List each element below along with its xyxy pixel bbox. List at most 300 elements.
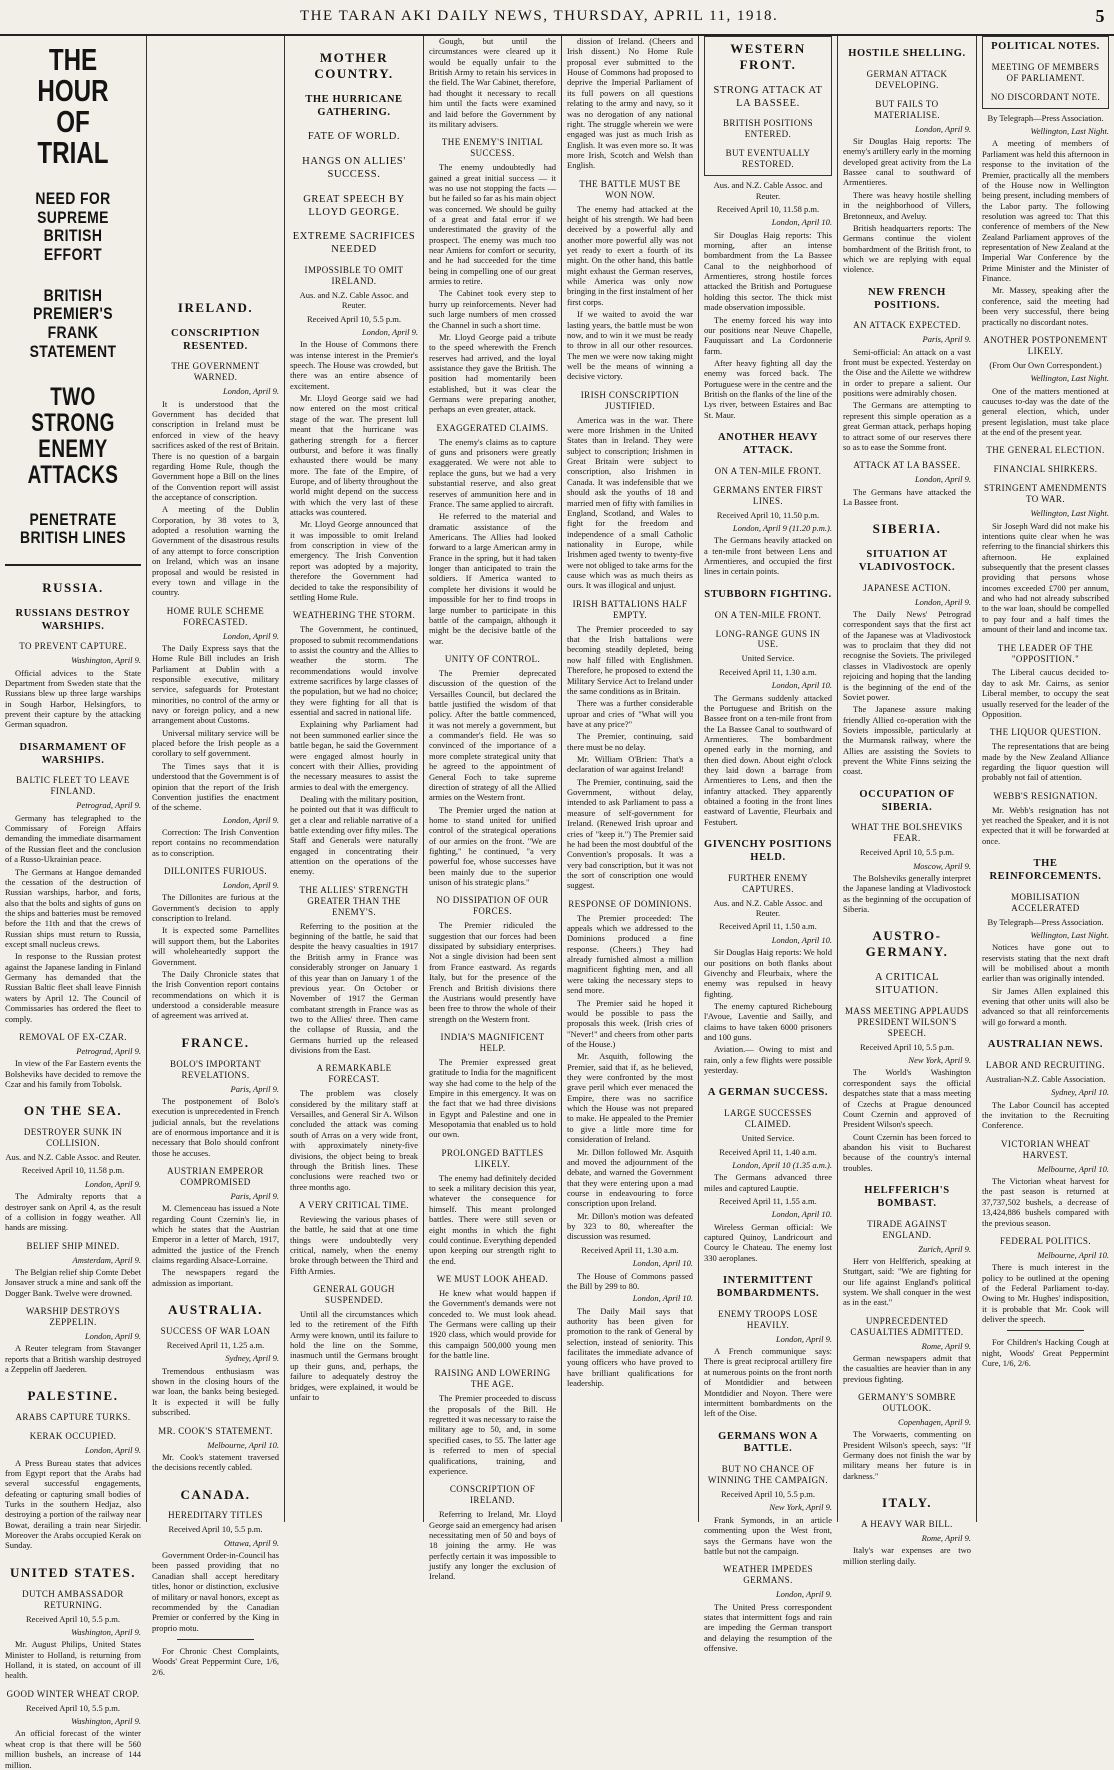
subhead: FURTHER ENEMY CAPTURES. (728, 872, 808, 894)
subhead: WEATHER IMPEDES GERMANS. (723, 1564, 813, 1586)
subhead: IRISH CONSCRIPTION JUSTIFIED. (580, 389, 680, 411)
article-text: The Dillonites are furious at the Government's decision to apply conscription to Ireland. (152, 892, 279, 924)
subhead: WEATHERING THE STORM. (292, 610, 416, 621)
headline-hour-of-trial: THE HOUR OF TRIAL (37, 42, 109, 170)
subhead: HOSTILE SHELLING. (848, 48, 966, 59)
section-siberia: SIBERIA. (872, 521, 942, 537)
agency-line: Aus. and N.Z. Cable Assoc. and Reuter. (713, 180, 823, 201)
subhead: STUBBORN FIGHTING. (704, 588, 832, 600)
subhead: NO DISSIPATION OF OUR FORCES. (436, 895, 549, 917)
dateline: New York, April 9. (769, 1502, 832, 1513)
article-text: The newspapers regard the admission as important. (152, 1267, 279, 1288)
dateline: London, April 9 (11.20 p.m.). (732, 522, 832, 533)
subhead: THE GOVERNMENT WARNED. (171, 361, 260, 383)
subhead: PROLONGED BATTLES LIKELY. (441, 1147, 544, 1169)
article-text: The Premier proceeded to discuss the proposals of the Bill. He regretted it was necessary to raise the military age to 50, and, in some specified cases, to 55. The latter age is referred to men of special qualifications, training, and experience. (429, 1393, 556, 1476)
subhead: REMOVAL OF EX-CZAR. (19, 1031, 127, 1042)
subhead: BUT NO CHANCE OF WINNING THE CAMPAIGN. (707, 1464, 829, 1486)
subhead: BUT FAILS TO MATERIALISE. (873, 98, 941, 120)
subhead: MASS MEETING APPLAUDS PRESIDENT WILSON'S SPEECH. (845, 1005, 969, 1038)
article-text: The Premier proceeded: The appeals which we addressed to the Dominions produced a fine response. (Cheers.) They had already furnished almost a million magnificent fighting men, and all were taking the necessary steps to send more. (567, 912, 693, 996)
subhead: GIVENCHY POSITIONS HELD. (704, 839, 832, 863)
article-text: Sir Douglas Haig reports: The enemy's artillery early in the morning developed great activity from the La Bassee canal to southward of Armentieres. (843, 136, 971, 188)
article-text: Universal military service will be placed before the Irish people as a corollary to self government. (152, 727, 279, 759)
subhead: LONG-RANGE GUNS IN USE. (715, 628, 821, 650)
article-text: Mr. Massey, speaking after the conference, said the meeting had been very successful, there being practically no discordant notes. (982, 285, 1109, 327)
agency-line: Aus. and N.Z. Cable Assoc. and Reuter. (5, 1152, 141, 1163)
article-text: The Premier expressed great gratitude to India for the magnificent way she had come to the help of the Empire in this emergency. It was on the fact that we had three divisions in Egypt and Palestine and one in Mesopotamia that enabled us to hold our own. (429, 1056, 556, 1140)
article-text: Mr. Dillon's motion was defeated by 323 to 80, whereafter the discussion was resumed. (567, 1210, 693, 1242)
article-text: The Germans advanced three miles and captured Lauptie. (704, 1172, 832, 1193)
subhead: INDIA'S MAGNIFICENT HELP. (440, 1032, 545, 1053)
article-text: If we waited to avoid the war lasting years, the battle must be won now, and to win it we must be ready to throw in all our other resources. The men we were now taking might well be the means of winning a decisive victory. (567, 309, 693, 382)
section-political-notes: POLITICAL NOTES. (991, 41, 1100, 52)
received-line: Received April 10, 5.5 p.m. (860, 1041, 954, 1052)
received-line: Received April 10, 5.5 p.m. (26, 1702, 120, 1713)
article-text: The Germans suddenly attacked the Portuguese and British on the Bassee front on a ten-mile front from the La Bassee Canal to southward of Armentieres. The bombardment opened early in the morning, and then died down. About eight o'clock they laid down a barrage from Armentieres to Lens, and then the infantry attacked. They apparently obtained a footing in the front lines eastward of Laventie, Fleurbaix and Festubert. (704, 692, 832, 827)
article-text: The enemy forced his way into our positions near Neuve Chapelle, Fauquissart and La Cordonnerie farm. (704, 314, 832, 356)
received-line: Received April 10, 5.5 p.m. (307, 313, 401, 324)
dateline: Wellington, Last Night. (1030, 508, 1109, 519)
subhead: RAISING AND LOWERING THE AGE. (434, 1368, 551, 1390)
headline-supreme-effort: NEED FOR SUPREME BRITISH EFFORT (35, 189, 111, 265)
subhead: A GERMAN SUCCESS. (707, 1087, 829, 1099)
article-text: The Vorwaerts, commenting on President Wilson's speech, says: "If Germany does not finish the war by military means her future is in darkness." (843, 1429, 971, 1481)
article-text: Semi-official: An attack on a vast front must be expected. Yesterday on the Oise and the Ailette we withdrew in order to prepare a salient. Our positions were admirably chosen. (843, 346, 971, 399)
article-text: British headquarters reports: The Germans continue the violent bombardment of the British front, to which we are replying with equal violence. (843, 222, 971, 275)
subhead: GERMAN ATTACK DEVELOPING. (866, 68, 948, 90)
dateline: London, April 9. (914, 596, 971, 607)
subhead: DUTCH AMBASSADOR RETURNING. (22, 1588, 124, 1610)
subhead: OCCUPATION OF SIBERIA. (859, 788, 955, 813)
article-text: Mr. Webb's resignation has not yet reached the Speaker, and it is not expected that it will be forwarded at once. (982, 804, 1109, 846)
subhead: MEETING OF MEMBERS OF PARLIAMENT. (991, 61, 1100, 83)
article-text: Referring to the position at the beginning of the battle, he said that despite the heavy casualties in 1917 the British army in France was considerably stronger on January 1 of this year than on January 1 of the previous year. On October or November of 1917 the German combatant strength in France was as two to the Allies' three. Then came the collapse of Russia, and the Germans hurried up the released divisions from the East. (290, 920, 418, 1056)
article-text: In response to the Russian protest against the Japanese landing in Finland Germany has demanded that the Russian Baltic fleet shall leave Finnish waters by April 12. The Council of Commissaries has ordered the fleet to comply. (5, 951, 141, 1024)
received-line: Received April 10, 5.5 p.m. (168, 1524, 263, 1535)
subhead: EXAGGERATED CLAIMS. (436, 422, 549, 433)
received-line: Received April 11, 1.25 a.m. (166, 1340, 265, 1351)
agency-line: Aus. and N.Z. Cable Assoc. and Reuter. (713, 897, 823, 919)
article-text: There was heavy hostile shelling in the neighborhood of Villers, Bretonneux, and Aveluy. (843, 189, 971, 221)
received-line: Received April 11, 1.55 a.m. (719, 1196, 817, 1207)
article-text: Mr. August Philips, United States Minister to Holland, is returning from Holland, it is stated, on account of ill health. (5, 1639, 141, 1681)
article-text: The Premier, continuing, said the Government, without delay, intended to ask Parliament to pass a measure of self-government for Ireland. (Renewed Irish uproar and cries of "keep it.") The Premier said he had been the most doubtful of the Convention's proposals. It was a very bad conscription, but it was not the sort of conscription one would suggest. (567, 776, 693, 891)
article-text: The Daily Mail says that authority has been given for promotion to the rank of General by selection, instead of seniority. This facilitates the immediate advance of young officers who have proved to have brilliant qualifications for leadership. (567, 1305, 693, 1389)
article-text: Wireless German official: We captured Quinoy, Landricourt and Courcy le Chateau. The enemy lost 330 aeroplanes. (704, 1221, 832, 1263)
section-australia: AUSTRALIA. (168, 1302, 263, 1318)
dateline: London, April 9. (84, 1178, 141, 1189)
article-text: There was a further considerable uproar and cries of "What will you have at any price?" (567, 698, 693, 729)
subhead: GOOD WINTER WHEAT CROP. (6, 1688, 140, 1699)
western-front-header (704, 36, 832, 176)
agency-line: United Service. (741, 1133, 795, 1144)
subhead: ANOTHER POSTPONEMENT LIKELY. (983, 334, 1108, 356)
subhead: NEW FRENCH POSITIONS. (868, 286, 946, 311)
article-text: Sir Douglas Haig reports: This morning, after an intense bombardment from the La Bassee Canal to the neighborhood of Armentieres, strong hostile forces attacked the British and Portuguese holding this sector. The thick mist made observation impossible. (704, 229, 832, 313)
article-text: The Premier urged the nation at home to stand united for unified control of the strategical operations of our armies on the front. "We are fighting," he continued, "a very powerful foe, whose successes have been mainly due to the superior unison of his strategic plans." (429, 804, 556, 888)
dateline: London, April 10. (771, 1209, 832, 1220)
article-text: The Victorian wheat harvest for the past season is returned at 37,737,502 bushels, a decrease of 13,424,886 bushels compared with the previous season. (982, 1176, 1109, 1228)
subhead: WE MUST LOOK AHEAD. (436, 1273, 549, 1284)
subhead: STRINGENT AMENDMENTS TO WAR. (983, 483, 1108, 505)
section-on-the-sea: ON THE SEA. (23, 1103, 123, 1119)
dateline: London, April 9. (222, 880, 279, 891)
subhead: BRITISH POSITIONS ENTERED. (722, 118, 814, 140)
subhead: ATTACK AT LA BASSEE. (853, 460, 961, 471)
subhead: RUSSIANS DESTROY WARSHIPS. (15, 607, 131, 632)
subhead: THE HURRICANE GATHERING. (305, 93, 403, 118)
received-line: Received April 10, 11.50 p.m. (716, 509, 820, 520)
article-text: Explaining why Parliament had not been summoned earlier since the battle began, he said the Government were engaged almost hourly in concert with their Allies, providing the necessary measures to assist the armies to deal with the emergency. (290, 719, 418, 792)
section-palestine: PALESTINE. (27, 1388, 119, 1404)
advertisement: For Children's Hacking Cough at night, Woods' Great Peppermint Cure, 1/6, 2/6. (982, 1337, 1109, 1369)
article-text: Mr. Dillon followed Mr. Asquith and moved the adjournment of the debate, and warned the Government that they were entering upon a mad course in endeavouring to force conscription upon Ireland. (567, 1146, 693, 1209)
dateline: London, April 9. (84, 1445, 141, 1456)
subhead: AUSTRIAN EMPEROR COMPROMISED (167, 1166, 264, 1187)
dateline: Melbourne, April 10. (207, 1439, 279, 1450)
column-2 (147, 36, 285, 1677)
headline-frank-statement: BRITISH PREMIER'S FRANK STATEMENT (29, 285, 117, 361)
article-text: Sir Douglas Haig reports: We hold our positions on both flanks about Givenchy and Fleurbaix, where the enemy was repulsed in heavy fighting. (704, 947, 832, 999)
dateline: London, April 10. (632, 1258, 693, 1269)
received-line: Received April 10, 5.5 p.m. (860, 847, 954, 858)
article-text: The Premier deprecated discussion of the question of the Versailles Council, but declared the battle justified the wisdom of that policy. After the battle commenced, it was not merely a government, but a commander's field. He was so convinced of the importance of a more complete strategical unity that he agreed to the appointment of General Foch to take supreme direction of strategy of all the Allied armies on the Western front. (429, 667, 556, 803)
dateline: London, April 10. (632, 1293, 693, 1304)
agency-line: By Telegraph—Press Association. (987, 112, 1104, 123)
subhead: INTERMITTENT BOMBARDMENTS. (716, 1275, 820, 1299)
article-text: Italy's war expenses are two million sterling daily. (843, 1545, 971, 1566)
article-text: The Belgian relief ship Comte Debet Jonsaver struck a mine and sank off the Dogger Bank. Twelve were drowned. (5, 1266, 141, 1298)
dateline: New York, April 9. (908, 1055, 971, 1066)
article-text: dission of Ireland. (Cheers and Irish dissent.) No Home Rule proposal ever submitted to the House of Commons had proposed to deprive the Imperial Parliament of its full powers on all questions relating to the army and navy, so it was no derogation of any national right. The struggle wherein we were engaged was just as much Irish as English. It was even more so. It was more Irish, Scotch and Welsh than English. (567, 36, 693, 171)
article-text: Referring to Ireland, Mr. Lloyd George said an emergency had arisen necessitating men of 50 and boys of 18 joining the army. He was perfectly certain it was impossible to justify any longer the exclusion of Ireland. (429, 1509, 556, 1582)
subhead: ANOTHER HEAVY ATTACK. (717, 432, 819, 456)
divider (1007, 1330, 1083, 1331)
article-text: The enemy's claims as to capture of guns and prisoners were greatly exaggerated. We were not able to replace the guns, but we had a very substantial reserve, and also great reserves of ammunition here and in France. The same applied to aircraft. (429, 436, 556, 509)
dateline: Petrograd, April 9. (76, 1045, 141, 1056)
article-text: The Germans at Hangoe demanded the cessation of the destruction of Russian warships, harbor, and forts, also that the bolts and sights of guns on the ships and batteries must be removed before the 11th and that the crews of Russian ships must return to Russia, except small nucleus crews. (5, 866, 141, 950)
dateline: London, April 9. (775, 1589, 832, 1600)
article-text: It is understood that the Government has decided that conscription in Ireland must be enforced in view of the heavy sacrifices asked of the rest of Britain. There is no question of a bargain regarding Home Rule, though the Government hope a Bill on the lines of the Convention report will assist the acceptance of conscription. (152, 398, 279, 502)
section-western-front: WESTERN FRONT. (730, 41, 806, 72)
article-text: Mr. Lloyd George paid a tribute to the speed wherewith the French reserves had arrived, and the loyal assistance they gave the British. The position had momentarily been established, but it was clear the Germans were preparing another, perhaps an even greater, attack. (429, 331, 556, 415)
article-text: Aviation.— Owing to mist and rain, only a few flights were possible yesterday. (704, 1044, 832, 1076)
article-text: The Government, he continued, proposed to submit recommendations to assist the country and the Allies to weather the storm. The recommendations would involve extreme sacrifices by large classes of the population, but we had no choice; they were fighting for all that is essential and sacred in national life. (290, 624, 418, 718)
article-text: He knew what would happen if the Government's demands were not conceded to. We must look ahead. The Germans were calling up their 1920 class, which would provide for this campaign 500,000 young men for the battle line. (429, 1287, 556, 1361)
article-text: Mr. Lloyd George said we had now entered on the most critical stage of the war. The present lull meant that the hurricane was gathering strength for a fiercer outburst, and before it was finally exhausted there would be many more. The fate of the Empire, of Europe, and of liberty throughout the world might depend on the success with which the very last of these attacks was countered. (290, 393, 418, 518)
dateline: Petrograd, April 9. (76, 800, 141, 811)
subhead: TIRADE AGAINST ENGLAND. (867, 1218, 947, 1240)
article-text: Reviewing the various phases of the battle, he said that at one time things were undoubtedly very critical, namely, when the enemy broke through between the Third and Fifth Armies. (290, 1213, 418, 1276)
article-text: Mr. Cook's statement traversed the decisions recently cabled. (152, 1451, 279, 1473)
dateline: London, April 9. (222, 814, 279, 825)
article-text: The postponement of Bolo's execution is unprecedented in French judicial annals, but the revelations are of enormous importance and it is necessary that Bolo should confront those he accuses. (152, 1095, 279, 1158)
article-text: Mr. William O'Brien: That's a declaration of war against Ireland! (567, 754, 693, 775)
article-text: The Germans are attempting to represent this simple operation as a great German attack, perhaps hoping to attract some of our reserves there so as to ease the Somme front. (843, 400, 971, 452)
political-notes-header (982, 36, 1109, 109)
article-text: Until all the circumstances which led to the retirement of the Fifth Army were known, until its failure to hold the line on the Somme, inasmuch until the Germans brought up their guns, and, perhaps, the failure to adequately destroy the bridges, were explained, it would be unfair to (290, 1309, 418, 1402)
subhead: DISARMAMENT OF WARSHIPS. (19, 741, 127, 766)
article-text: Mr. Lloyd George announced that it was impossible to omit Ireland from conscription in view of the emergency. The Irish Convention report was adopted by a majority, therefore the Government had decided to take the responsibility of settling Home Rule. (290, 519, 418, 602)
article-text: Sir Joseph Ward did not make his intentions quite clear when he was referring to the financial shirkers this afternoon. He explained subsequently that the present classes providing that persons whose incomes exceeded £700 per annum, and who had not already subscribed to the war loan, should be compelled to pay four and a half times the amount of their land and income tax. (982, 520, 1109, 635)
subhead: DESTROYER SUNK IN COLLISION. (23, 1127, 123, 1149)
agency-line: Australian-N.Z. Cable Association. (985, 1073, 1106, 1084)
dateline: Amsterdam, April 9. (72, 1254, 141, 1265)
subhead: JAPANESE ACTION. (863, 582, 951, 593)
subhead: EXTREME SACRIFICES NEEDED (292, 231, 416, 256)
article-text: Count Czernin has been forced to abandon his visit to Bucharest because of the country's internal troubles. (843, 1131, 971, 1173)
received-line: Received April 11, 1.30 a.m. (581, 1244, 679, 1255)
article-text: The Japanese assure making friendly Allied co-operation with the Soviets impossible, particularly at the Murmansk railway, where the Allies are assisting the Soviets to prevent the White Finns seizing the coast. (843, 704, 971, 777)
dateline: London, April 9. (84, 1330, 141, 1341)
article-text: The World's Washington correspondent says the official despatches state that a mass meeting of Czechs at Prague denounced Count Czernin and approved of President Wilson's speech. (843, 1067, 971, 1130)
column-8 (977, 36, 1114, 1522)
article-text: Notices have gone out to reservists stating that the next draft will be mobilised about a month earlier than was originally intended. (982, 942, 1109, 984)
subhead: SITUATION AT VLADIVOSTOCK. (858, 549, 956, 573)
masthead-title: THE TARAN AKI DAILY NEWS, THURSDAY, APRIL 11, 1918. (300, 8, 779, 24)
subhead: GREAT SPEECH BY LLOYD GEORGE. (303, 193, 405, 218)
dateline: Wellington, Last Night. (1030, 373, 1109, 384)
dateline: Wellington, Last Night. (1030, 126, 1109, 137)
article-text: Sir James Allen explained this evening that other units will also be advanced so that all reinforcements will go forward a month. (982, 985, 1109, 1027)
article-text: There is much interest in the policy to be outlined at the opening of the Federal Parliament to-day. Owing to Mr. Hughes' indisposition, it is probable that Mr. Cook will deliver the speech. (982, 1262, 1109, 1324)
subhead: KERAK OCCUPIED. (29, 1431, 117, 1442)
subhead: RESPONSE OF DOMINIONS. (568, 898, 692, 909)
subhead: GERMANS WON A BATTLE. (718, 1430, 818, 1455)
subhead: UNPRECEDENTED CASUALTIES ADMITTED. (850, 1315, 964, 1337)
article-text: The enemy undoubtedly had gained a great initial success — it was no use not stopping the facts — but he failed so far as his main object was concerned. We should be guilty of a great and fatal error if we underestimated the gravity of the prospect. The enemy was much too near Amiens for comfort or security, and he had succeeded for the time being in compelling one of our great armies to retire. (429, 162, 556, 287)
article-text: The Daily Chronicle states that the Irish Convention report contains recommendations on which it is understood a considerable measure of agreement was arrived at. (152, 968, 279, 1021)
dateline: Melbourne, April 10. (1037, 1249, 1109, 1260)
article-text: The Germans have attacked the La Bassee front. (843, 486, 971, 507)
subhead: GENERAL GOUGH SUSPENDED. (313, 1284, 395, 1306)
subhead: MR. COOK'S STATEMENT. (158, 1425, 273, 1436)
headline-enemy-attacks: TWO STRONG ENEMY ATTACKS (27, 382, 119, 490)
subhead: BOLO'S IMPORTANT REVELATIONS. (169, 1058, 262, 1080)
column-7 (838, 36, 977, 1566)
subhead: ARABS CAPTURE TURKS. (15, 1412, 131, 1423)
article-text: The House of Commons passed the Bill by 299 to 80. (567, 1270, 693, 1291)
received-line: Received April 10, 11.58 p.m. (21, 1165, 125, 1176)
dateline: Sydney, April 9. (225, 1353, 279, 1364)
column-4 (424, 36, 562, 1582)
article-text: The Premier ridiculed the suggestion that our forces had been dissipated by subsidiary enterprises. Not a single division had been sent from France eastward. As regards Italy, but for the presence of the French and British divisions there the Austrians would presently have been free to throw the whole of their strength on the Western front. (429, 920, 556, 1024)
subhead: DILLONITES FURIOUS. (163, 866, 268, 877)
article-text: Gough, but until the circumstances were cleared up it would be equally unfair to the British Army to retain his services in the field. The War Cabinet, therefore, had thought it necessary to recall him until the facts were examined and laid before the Government by its military advisers. (429, 36, 556, 129)
divider (5, 564, 141, 566)
subhead: WEBB'S RESIGNATION. (993, 790, 1098, 801)
dateline: Rome, April 9. (921, 1533, 971, 1543)
article-text: The Admiralty reports that a destroyer sank on April 4, as the result of a collision in foggy weather. All hands are missing. (5, 1191, 141, 1233)
page-number: 5 (1095, 6, 1106, 26)
subhead: TO PREVENT CAPTURE. (19, 641, 127, 652)
article-text: A meeting of the Dublin Corporation, by 38 votes to 3, adopted a resolution warning the Government of the disastrous results of any attempt to force conscription on Ireland, which was an insane proposal and would be resisted in every town and village in the country. (152, 504, 279, 598)
article-text: The United Press correspondent states that intermittent fogs and rain are impeding the German transport and delaying the resumption of the offensive. (704, 1601, 832, 1653)
article-text: The Germans heavily attacked on a ten-mile front between Lens and Armentieres, and occupied the first lines in certain points. (704, 535, 832, 577)
subhead: BELIEF SHIP MINED. (26, 1240, 120, 1251)
article-text: The enemy had attacked at the height of his strength. We had been deceived by a powerful ally and another more powerful ally was not yet ready to exert a fourth of its might. On the other hand, this battle might exhaust the German reserves, while America was only now bringing in the first instalment of her first corps. (567, 203, 693, 307)
subhead: A CRITICAL SITUATION. (874, 972, 940, 996)
column-1 (0, 36, 147, 1770)
subhead: THE BATTLE MUST BE WON NOW. (579, 178, 681, 200)
subhead: MOBILISATION ACCELERATED (1011, 891, 1080, 913)
subhead: BUT EVENTUALLY RESTORED. (725, 148, 811, 170)
subhead: AN ATTACK EXPECTED. (853, 320, 961, 331)
subhead: FATE OF WORLD. (307, 131, 401, 143)
subhead: SUCCESS OF WAR LOAN (160, 1326, 271, 1337)
subhead: NO DISCORDANT NOTE. (990, 91, 1101, 102)
article-text: The Liberal caucus decided to-day to ask Mr. Cairns, as senior Liberal member, to occupy the seat usually reserved for the leader of the Opposition. (982, 667, 1109, 719)
column-5 (562, 36, 699, 1522)
article-text: In the House of Commons there was intense interest in the Premier's speech. The House was crowded, but there was an entire absence of excitement. (290, 339, 418, 391)
section-france: FRANCE. (181, 1034, 250, 1050)
subhead: LARGE SUCCESSES CLAIMED. (724, 1108, 812, 1130)
article-text: A Press Bureau states that advices from Egypt report that the Arabs had several successful engagements, defeating or capturing small bodies of Turks in the southern Hedjaz, also destroying a portion of the railway near Bowat, derailing a train near Sirjedir. Moreover the Arabs occupied Kerak on Sunday. (5, 1457, 141, 1551)
section-russia: RUSSIA. (42, 579, 104, 595)
subhead: A VERY CRITICAL TIME. (299, 1199, 409, 1210)
article-text: The enemy captured Richebourg l'Avoue, Laventie and Sailly, and claims to have taken 6000 prisoners and 100 guns. (704, 1000, 832, 1043)
subhead: HANGS ON ALLIES' SUCCESS. (302, 156, 406, 180)
section-united-states: UNITED STATES. (10, 1564, 136, 1580)
article-text: It is expected some Parnellites will support them, but the Laborites will wholeheartedly support the Government. (152, 925, 279, 967)
column-6 (699, 36, 838, 1653)
subhead: CONSCRIPTION OF IRELAND. (449, 1484, 536, 1506)
dateline: London, April 9. (914, 474, 971, 485)
article-text: The representations that are being made by the New Zealand Alliance regarding the liquor question will probably not fail of attention. (982, 741, 1109, 783)
article-text: The Daily Express says that the Home Rule Bill includes an Irish Parliament at Dublin with a responsible executive, military service, safeguards for Protestant minorities, no control of the army or navy or foreign policy, and a new arrangement about Customs. (152, 642, 279, 726)
subhead: THE LEADER OF THE "OPPOSITION." (997, 642, 1094, 664)
article-text: Dealing with the military position, he pointed out that it was difficult to get a clear and reliable narrative of a battle extending over fifty miles. The Staff and Generals were naturally engaged in concentrating their attention on the operations of the enemy. (290, 793, 418, 877)
article-text: A meeting of members of Parliament was held this afternoon in response to the invitation of the Premier, practically all the members of the House now in Wellington being present, including members of the Labor party. The following resolution was agreed to: That this conference of members of the New Zealand Parliament approves of the representation of New Zealand at the Imperial War Conference by the Prime Minister and the Minister of Finance. (982, 138, 1109, 284)
section-austro-germany: AUSTRO-GERMANY. (865, 928, 949, 960)
article-text: Official advices to the State Department from Sweden state that the Russians blew up three large warships in Sough Harbor, Helsingfors, to prevent their capture by the attacking German squadron. (5, 667, 141, 730)
subhead: FEDERAL POLITICS. (1000, 1235, 1091, 1246)
dateline: Wellington, Last Night. (1030, 929, 1109, 940)
article-text: One of the matters mentioned at caucuses to-day was the date of the general election, which, under present legislation, must take place at the end of the present year. (982, 385, 1109, 437)
article-text: The Bolsheviks generally interpret the Japanese landing at Vladivostock as the beginning of the occupation of Siberia. (843, 873, 971, 915)
subhead: A REMARKABLE FORECAST. (316, 1063, 392, 1085)
dateline: Washington, April 9. (71, 1626, 141, 1637)
article-text: After heavy fighting all day the enemy was forced back. The Portuguese were in the centre and the British on the flanks of the line of the Lys river, between Estaires and Bac St. Maur. (704, 357, 832, 420)
dateline: Ottawa, April 9. (223, 1537, 279, 1548)
subhead: A HEAVY WAR BILL. (861, 1519, 953, 1530)
received-line: Received April 10, 5.5 p.m. (26, 1613, 120, 1624)
headline-penetrate-lines: PENETRATE BRITISH LINES (19, 509, 127, 548)
dateline: Paris, April 9. (230, 1083, 279, 1094)
article-text: A French communique says: There is great reciprocal artillery fire at numerous points on the front north of Montdidier and between Montdidier and Noyon. There were intermittent bombardments on the left of the Oise. (704, 1346, 832, 1419)
section-canada: CANADA. (180, 1486, 251, 1502)
article-text: Herr von Helfferich, speaking at Stuttgart, said: "We are fighting for our life against England's political system. We shall conquer in the west as in the east." (843, 1255, 971, 1308)
article-text: A Reuter telegram from Stavanger reports that a British warship destroyed a Zeppelin off Jaederen. (5, 1343, 141, 1375)
divider (177, 1639, 253, 1640)
column-3 (285, 36, 424, 1522)
article-text: The Daily News' Petrograd correspondent says that the first act of the Japanese was at Vladivostock was to proclaim that they did not recognise the Soviets. The privileged classes in Vladivostock are openly rejoicing and hoping that the landing is the beginning of the end of the Soviet power. (843, 609, 971, 702)
article-text: M. Clemenceau has issued a Note regarding Count Czernin's lie, in which he states that the Austrian Emperor in a letter of March, 1917, admitted the justice of the French claims regarding Alsace-Lorraine. (152, 1203, 279, 1266)
article-text: The Times says that it is understood that the Government is of opinion that the report of the Irish Convention justifies the enactment of the scheme. (152, 760, 279, 813)
subhead: IRISH BATTALIONS HALF EMPTY. (572, 598, 688, 620)
article-text: The Premier said he hoped it would be possible to pass the proposals this week. (Irish cries of "Never!" and cheers from other parts of the House.) (567, 997, 693, 1049)
article-text: The enemy had definitely decided to seek a military decision this year, whatever the consequence for himself. This meant prolonged battles. There were still seven or eight months in which the fight could continue. Everything depended upon keeping our strength right to the end. (429, 1172, 556, 1266)
dateline: Washington, April 9. (71, 1716, 141, 1727)
subhead: GERMANS ENTER FIRST LINES. (713, 484, 823, 506)
article-text: The problem was closely considered by the military staff at Versailles, and General Sir A. Wilson concluded the attack was coming south of Arras on a very wide front, with approximately ninety-five divisions, the object being to break through the British lines. These conclusions were reached two or three months ago. (290, 1088, 418, 1192)
subhead: ENEMY TROOPS LOSE HEAVILY. (718, 1308, 818, 1330)
article-text: Tremendous enthusiasm was shown in the closing hours of the war loan, the banks being besieged. It is expected it will be fully subscribed. (152, 1365, 279, 1418)
subhead: IMPOSSIBLE TO OMIT IRELAND. (304, 264, 404, 286)
dateline: Melbourne, April 10. (1037, 1163, 1109, 1174)
section-australian-news: AUSTRALIAN NEWS. (987, 1039, 1104, 1051)
section-italy: ITALY. (881, 1495, 933, 1511)
dateline: London, April 9. (361, 326, 418, 337)
subhead: ON A TEN-MILE FRONT. (714, 465, 822, 476)
dateline: Zurich, April 9. (918, 1243, 971, 1254)
masthead (0, 0, 1114, 36)
dateline: London, April 9. (222, 386, 279, 397)
subhead: BALTIC FLEET TO LEAVE FINLAND. (16, 775, 130, 797)
subhead: HELFFERICH'S BOMBAST. (864, 1185, 950, 1209)
received-line: Received April 11, 1.30 a.m. (719, 666, 817, 677)
dateline: London, April 10 (1.35 a.m.). (732, 1159, 832, 1170)
subhead: WARSHIP DESTROYS ZEPPELIN. (25, 1306, 121, 1327)
article-text: An official forecast of the winter wheat crop is that there will be 560 million bushels, an increase of 144 million. (5, 1728, 141, 1770)
article-text: German newspapers admit that the casualties are heavier than in any previous fighting. (843, 1353, 971, 1384)
subhead: WHAT THE BOLSHEVIKS FEAR. (851, 822, 963, 844)
article-text: The Cabinet took every step to hurry up reinforcements. Never had such large numbers of men crossed the Channel in such a short time. (429, 288, 556, 330)
subhead: GERMANY'S SOMBRE OUTLOOK. (858, 1392, 956, 1414)
subhead: UNITY OF CONTROL. (444, 653, 541, 664)
dateline: Moscow, April 9. (913, 860, 971, 871)
advertisement: For Chronic Chest Complaints, Woods' Great Peppermint Cure, 1/6, 2/6. (152, 1646, 279, 1677)
article-text: The Labor Council has accepted the invitation to the Recruiting Conference. (982, 1099, 1109, 1131)
article-text: Germany has telegraphed to the Commissary of Foreign Affairs demanding the immediate disarmament of the Russian fleet and the conclusion of a Russo-Ukrainian peace. (5, 812, 141, 865)
section-reinforcements: THE REINFORCEMENTS. (989, 858, 1102, 882)
subhead: CONSCRIPTION RESENTED. (171, 327, 260, 352)
article-text: Correction: The Irish Convention report contains no recommendation as to conscription. (152, 826, 279, 858)
article-text: The Premier, continuing, said there must be no delay. (567, 731, 693, 752)
dateline: Copenhagen, April 9. (897, 1417, 971, 1428)
dateline: Paris, April 9. (230, 1190, 279, 1201)
section-mother-country: MOTHER COUNTRY. (314, 50, 394, 81)
subhead: HOME RULE SCHEME FORECASTED. (166, 605, 265, 627)
subhead: VICTORIAN WHEAT HARVEST. (1001, 1138, 1090, 1160)
dateline: London, April 10. (771, 934, 832, 945)
dateline: London, April 9. (222, 630, 279, 641)
article-text: The Premier proceeded to say that the Irish battalions were becoming steadily depleted, being now half filled with Englishmen. Therefore, he proposed to extend the Military Service Act to Ireland under the same conditions as in Britain. (567, 623, 693, 696)
dateline: Paris, April 9. (922, 334, 971, 345)
dateline: London, April 9. (775, 1333, 832, 1344)
subhead: STRONG ATTACK AT LA BASSEE. (713, 84, 823, 109)
dateline: Rome, April 9. (921, 1340, 971, 1351)
article-text: He referred to the material and dramatic assistance of the Americans. The Allies had looked forward to a large American army in France in the spring, but it had taken longer than anticipated to train the soldiers. If America wanted to complete her divisions it would be impossible for her to find troops in large number to participate in this battle of the campaign, although it might be the decisive battle of the war. (429, 511, 556, 646)
article-text: Frank Symonds, in an article commenting upon the West front, says the Germans have won the battle but not the campaign. (704, 1514, 832, 1556)
subhead: THE ALLIES' STRENGTH GREATER THAN THE ENEMY'S. (299, 884, 409, 917)
dateline: Washington, April 9. (71, 655, 141, 666)
article-text: Mr. Asquith, following the Premier, said that if, as he believed, they were confronted by the most grave peril which ever menaced the Empire, there was no sacrifice which the House was not prepared to make. He appealed to the Premier to give a little more time for consideration of Ireland. (567, 1051, 693, 1145)
subhead: FINANCIAL SHIRKERS. (993, 464, 1098, 475)
dateline: London, April 10. (771, 217, 832, 228)
agency-line: United Service. (741, 653, 795, 664)
section-ireland: IRELAND. (177, 300, 254, 315)
dateline: London, April 10. (771, 680, 832, 691)
agency-line: Aus. and N.Z. Cable Assoc. and Reuter. (299, 289, 409, 311)
received-line: Received April 11, 1.50 a.m. (719, 921, 817, 932)
subhead: ON A TEN-MILE FRONT. (714, 609, 822, 620)
subhead: LABOR AND RECRUITING. (985, 1060, 1106, 1070)
dateline: Sydney, April 10. (1051, 1087, 1109, 1098)
dateline: London, April 9. (914, 123, 971, 134)
article-text: In view of the Far Eastern events the Bolsheviks have decided to remove the Czar and his family from Tobolsk. (5, 1058, 141, 1089)
